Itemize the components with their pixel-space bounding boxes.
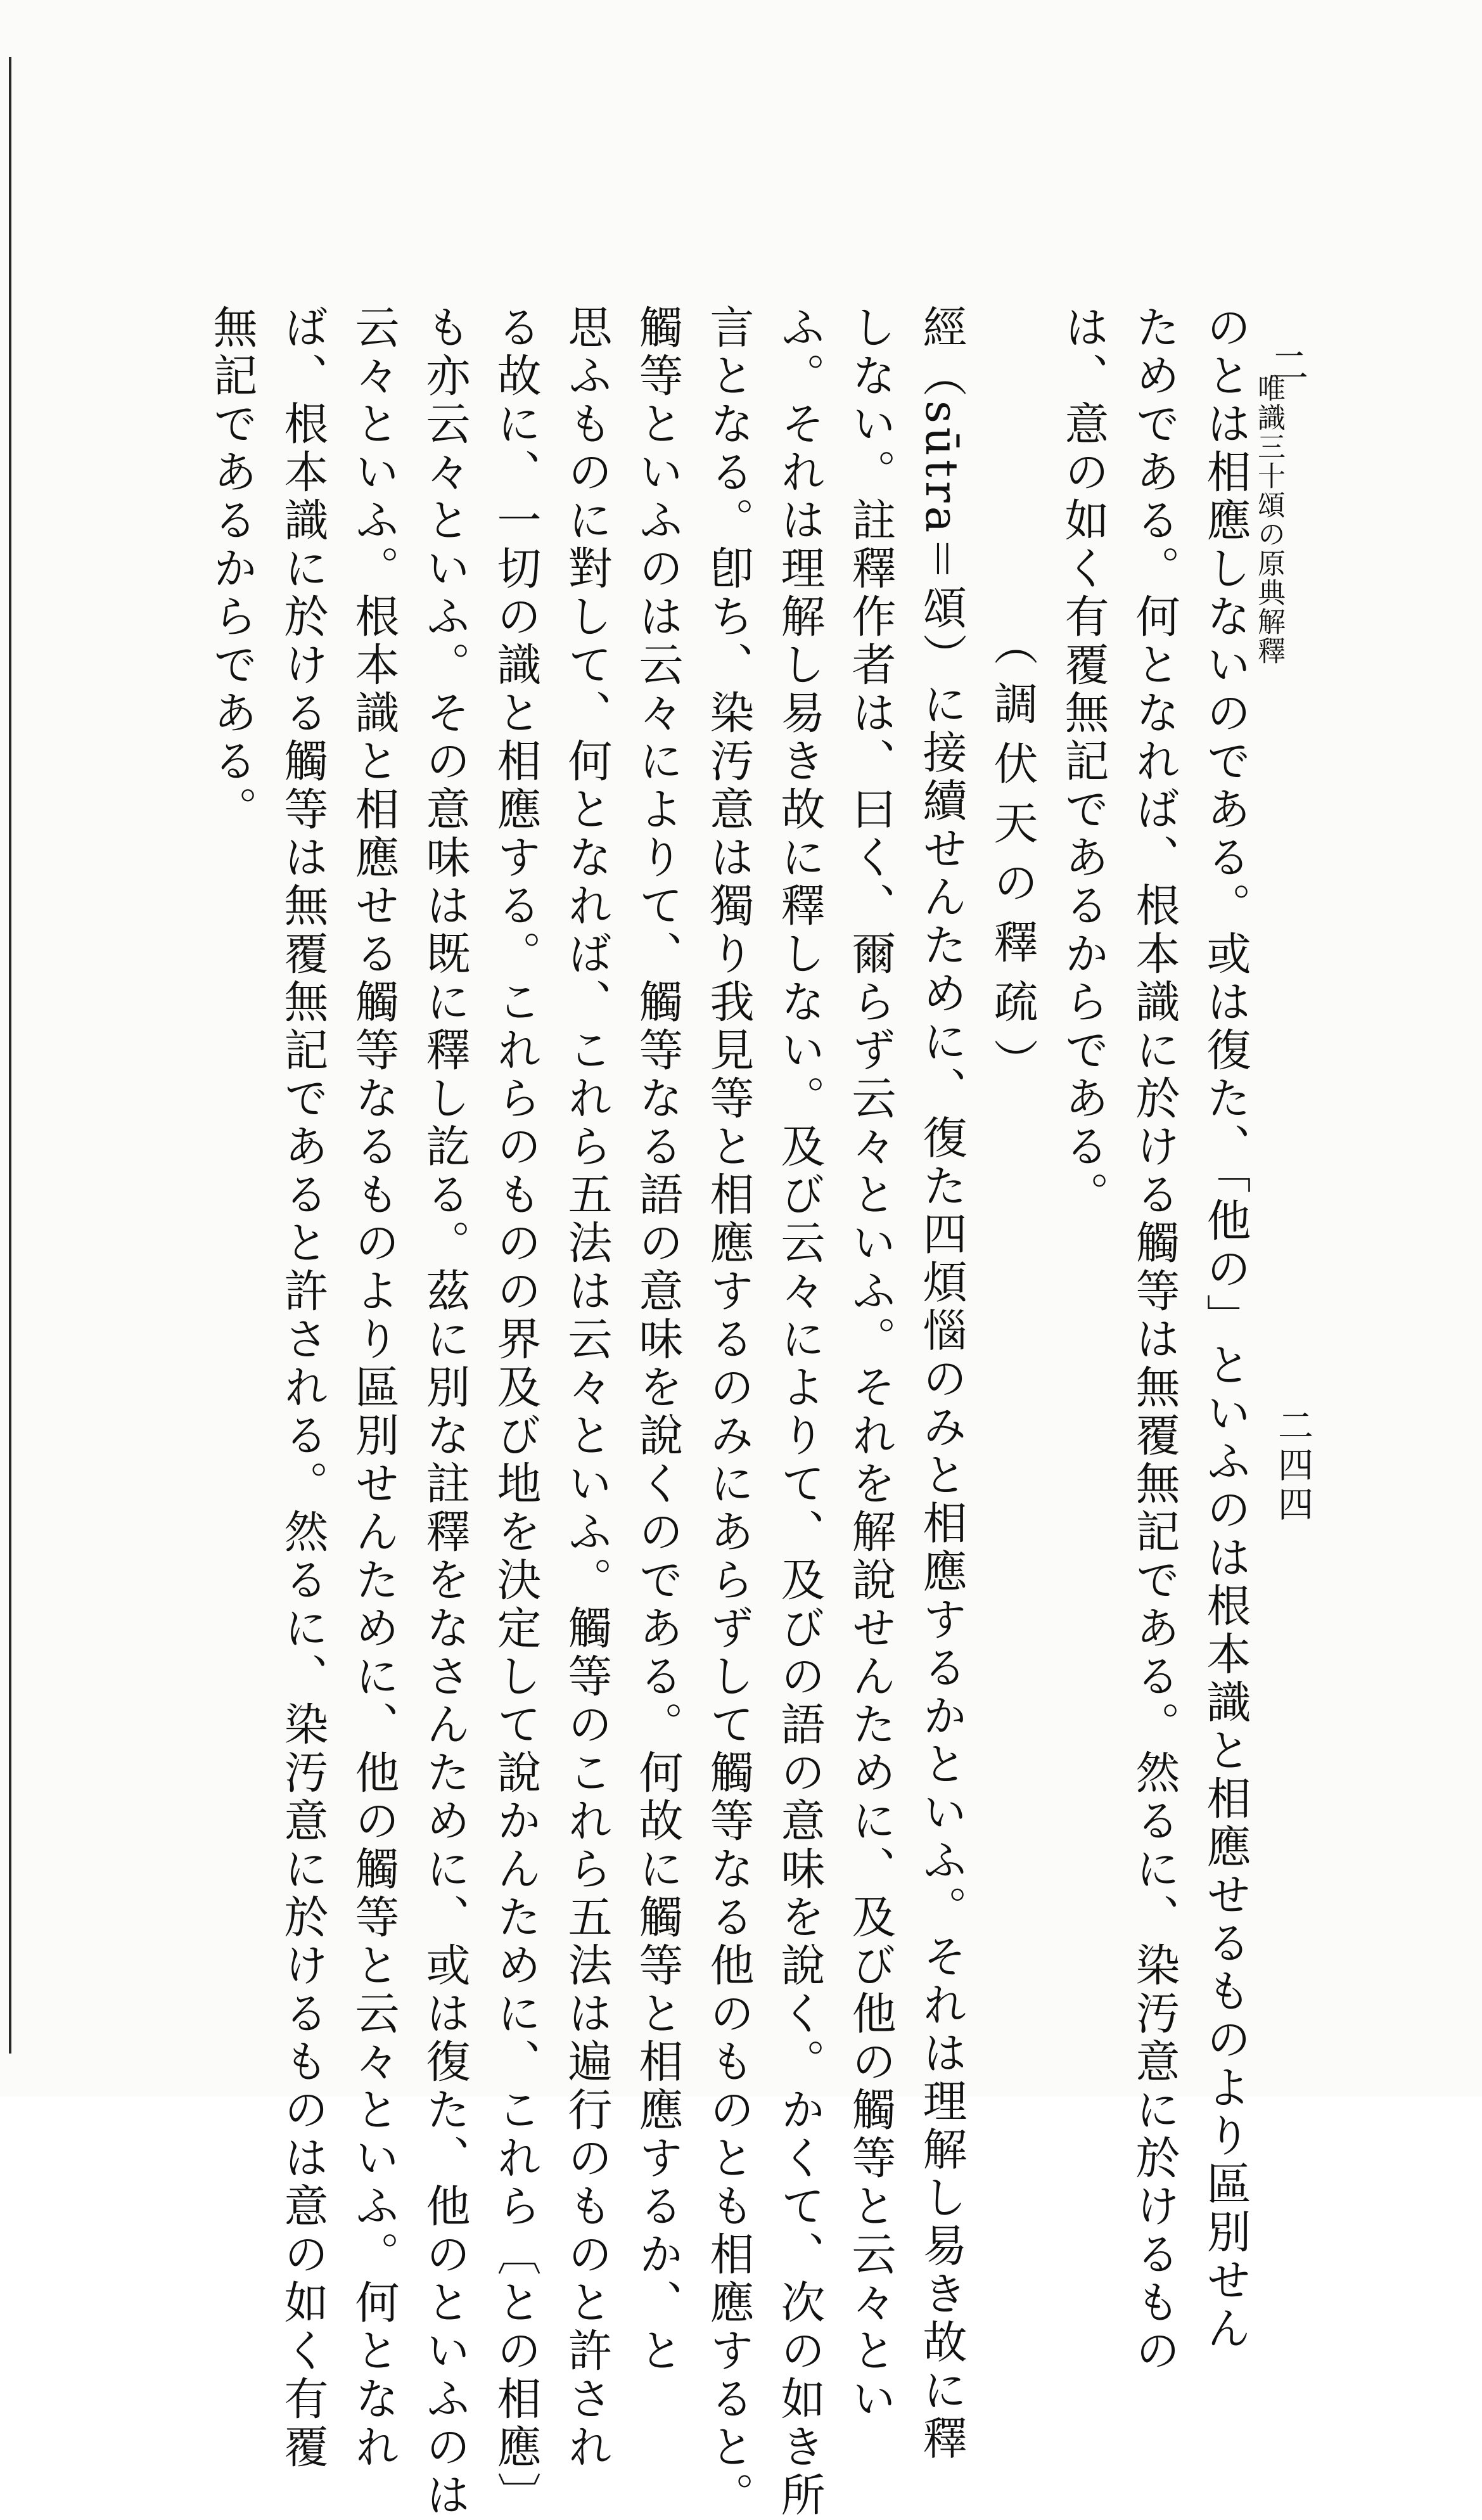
chapter-number: 二 — [1264, 345, 1308, 383]
text-column-13: 云々といふ。根本識と相應せる觸等なるものより區別せんために、他の觸等と云々といふ。何となれ — [348, 304, 400, 2472]
text-column-11: る故に、一切の識と相應する。これらのものの界及び地を決定して說かんために、これら〔との相應〕 — [490, 304, 542, 2520]
text-column-15: 無記であるからである。 — [206, 304, 258, 834]
vertical-text-body — [158, 304, 1261, 2520]
text-column-8: 言となる。卽ち、染汚意は獨り我見等と相應するのみにあらずして觸等なる他のものとも相應すると。 — [703, 304, 755, 2520]
text-column-10: 思ふものに對して、何となれば、これら五法は云々といふ。觸等のこれら五法は遍行のものと許され — [561, 304, 613, 2472]
text-column-1: のとは相應しないのである。或は復た、「他の」といふのは根本識と相應せるものより區別せん — [1199, 304, 1251, 2353]
text-column-9: 觸等といふのは云々によりて、觸等なる語の意味を說くのである。何故に觸等と相應するか、と — [632, 304, 684, 2375]
section-subheading: （調伏天の釋疏） — [987, 621, 1038, 1098]
running-header-title: 唯識三十頌の原典解釋 — [1253, 374, 1285, 665]
text-column-14: ば、根本識に於ける觸等は無覆無記であると許される。然るに、染汚意に於けるものは意の如く有覆 — [277, 304, 329, 2472]
text-column-7: ふ。それは理解し易き故に釋しない。及び云々によりて、及びの語の意味を說く。かくて、次の如き所 — [774, 304, 826, 2520]
text-column-5: 經（sūtra＝頌）に接續せんために、復た四煩惱のみと相應するかといふ。それは理解し易き故に釋 — [916, 304, 968, 2464]
text-column-3: は、意の如く有覆無記であるからである。 — [1057, 304, 1109, 1219]
page-number: 二四四 — [1272, 1407, 1313, 1525]
text-column-6: しない。註釋作者は、曰く、爾らず云々といふ。それを解說せんために、及び他の觸等と云々とい — [845, 304, 897, 2424]
text-column-2: ためである。何となれば、根本識に於ける觸等は無覆無記である。然るに、染汚意に於けるもの — [1128, 304, 1180, 2375]
binding-edge-line — [9, 57, 11, 2054]
text-column-12: も亦云々といふ。その意味は既に釋し訖る。茲に別な註釋をなさんために、或は復た、他のといふのは — [419, 304, 471, 2520]
